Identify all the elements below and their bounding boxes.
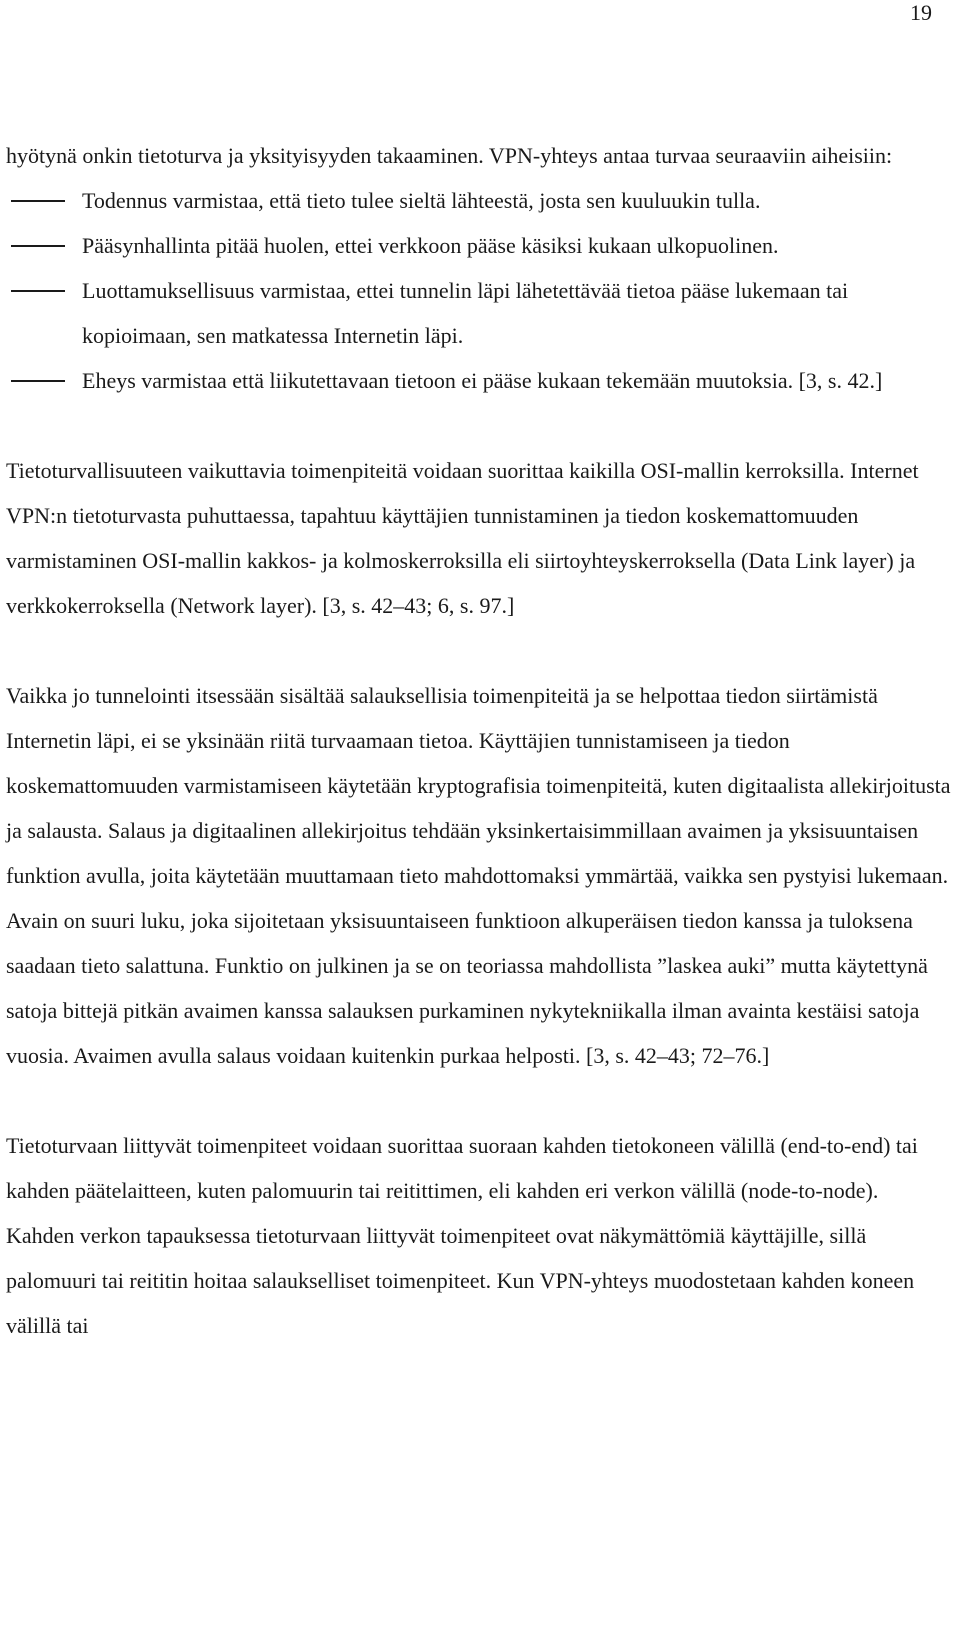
- paragraph-spacer: [6, 628, 952, 673]
- list-item-text: Todennus varmistaa, että tieto tulee sieltä lähteestä, josta sen kuuluukin tulla.: [82, 188, 761, 213]
- body-paragraph: Tietoturvallisuuteen vaikuttavia toimenpiteitä voidaan suorittaa kaikilla OSI-mallin kerroksilla. Internet VPN:n tietoturvasta puhuttaessa, tapahtuu käyttäjien tunnistaminen ja tiedon koskemattomuuden varmistaminen OSI-mallin kakkos- ja kolmoskerroksilla eli siirtoyhteyskerroksella (Data Link layer) ja verkkokerroksella (Network layer). [3, s. 42–43; 6, s. 97.]: [6, 458, 919, 618]
- paragraph-spacer: [6, 1078, 952, 1123]
- list-item-text: Pääsynhallinta pitää huolen, ettei verkkoon pääse käsiksi kukaan ulkopuolinen.: [82, 233, 779, 258]
- list-item-text: Eheys varmistaa että liikutettavaan tietoon ei pääse kukaan tekemään muutoksia. [3, s. 42.]: [82, 368, 883, 393]
- list-item: [6, 358, 952, 403]
- list-item: [6, 268, 952, 358]
- bullet-list: [6, 178, 952, 403]
- list-item: [6, 223, 952, 268]
- page-number: 19: [910, 0, 932, 25]
- body-paragraph: Vaikka jo tunnelointi itsessään sisältää salauksellisia toimenpiteitä ja se helpottaa tiedon siirtämistä Internetin läpi, ei se yksinään riitä turvaamaan tietoa. Käyttäjien tunnistamiseen ja tiedon koskemattomuuden varmistamiseen käytetään kryptografisia toimenpiteitä, kuten digitaalista allekirjoitusta ja salausta. Salaus ja digitaalinen allekirjoitus tehdään yksinkertaisimmillaan avaimen ja yksisuuntaisen funktion avulla, joita käytetään muuttamaan tieto mahdottomaksi ymmärtää, vaikka sen pystyisi lukemaan. Avain on suuri luku, joka sijoitetaan yksisuuntaiseen funktioon alkuperäisen tiedon kanssa ja tuloksena saadaan tieto salattuna. Funktio on julkinen ja se on teoriassa mahdollista ”laskea auki” mutta käytettynä satoja bittejä pitkän avaimen kanssa salauksen purkaminen nykytekniikalla ilman avainta kestäisi satoja vuosia. Avaimen avulla salaus voidaan kuitenkin purkaa helposti. [3, s. 42–43; 72–76.]: [6, 683, 951, 1068]
- list-item-text: Luottamuksellisuus varmistaa, ettei tunnelin läpi lähetettävää tietoa pääse lukemaan tai kopioimaan, sen matkatessa Internetin läpi.: [82, 278, 849, 348]
- list-item: [6, 178, 952, 223]
- paragraph-spacer: [6, 403, 952, 448]
- body-paragraph: Tietoturvaan liittyvät toimenpiteet voidaan suorittaa suoraan kahden tietokoneen välillä (end-to-end) tai kahden päätelaitteen, kuten palomuurin tai reitittimen, eli kahden eri verkon välillä (node-to-node). Kahden verkon tapauksessa tietoturvaan liittyvät toimenpiteet ovat näkymättömiä käyttäjille, sillä palomuuri tai reititin hoitaa salaukselliset toimenpiteet. Kun VPN-yhteys muodostetaan kahden koneen välillä tai: [6, 1133, 918, 1338]
- intro-paragraph: hyötynä onkin tietoturva ja yksityisyyden takaaminen. VPN-yhteys antaa turvaa seuraaviin aiheisiin:: [6, 143, 893, 168]
- document-body: [6, 133, 952, 1348]
